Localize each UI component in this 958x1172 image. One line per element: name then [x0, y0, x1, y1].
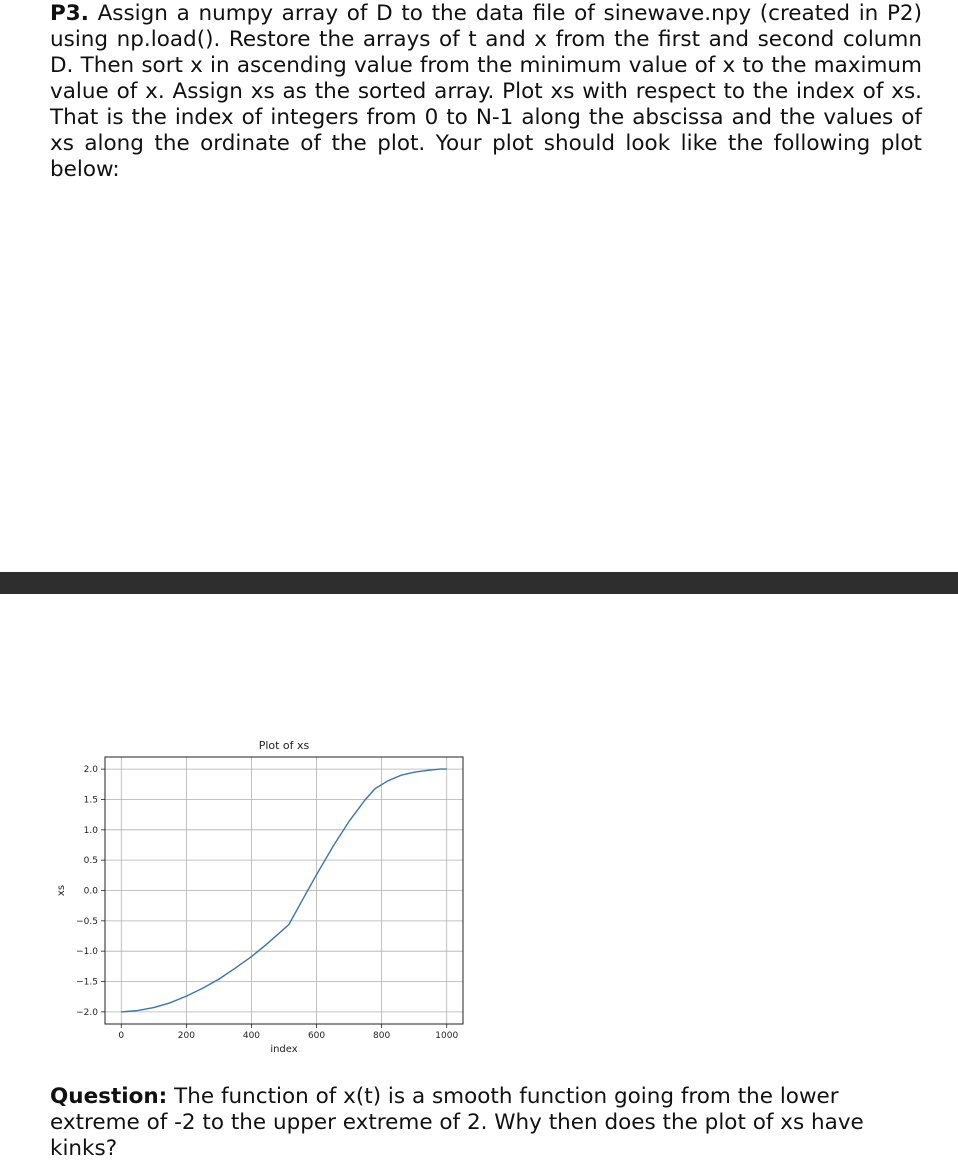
y-tick-label: 0.0	[83, 886, 98, 897]
x-tick-label: 600	[307, 1031, 326, 1041]
question-label: Question:	[50, 1084, 168, 1109]
xs-line-chart	[50, 730, 480, 1060]
y-tick-label: 1.0	[83, 825, 98, 836]
x-tick-label: 800	[373, 1031, 391, 1041]
y-tick-label: 1.5	[83, 795, 98, 806]
divider-bar	[0, 572, 958, 594]
x-tick-label: 1000	[435, 1031, 459, 1041]
y-tick-label: −2.0	[76, 1007, 98, 1018]
chart-ticks	[76, 765, 458, 1041]
problem-label: P3.	[50, 1, 89, 26]
y-tick-label: 2.0	[83, 765, 98, 776]
x-tick-label: 200	[177, 1031, 195, 1041]
chart-svg	[50, 730, 480, 1060]
y-tick-label: 0.5	[83, 856, 98, 867]
chart-title: Plot of xs	[258, 739, 310, 752]
x-axis-label: index	[270, 1044, 298, 1055]
question-text: The function of x(t) is a smooth function going from the lower extreme of -2 to the upper extreme of 2. Why then does the plot of xs have kinks?	[50, 1084, 864, 1161]
x-tick-label: 0	[118, 1031, 125, 1041]
y-tick-label: −1.5	[76, 977, 98, 988]
x-tick-label: 400	[242, 1031, 261, 1041]
y-axis-label: xs	[56, 884, 67, 897]
y-tick-label: −1.0	[76, 947, 98, 958]
chart-grid	[105, 757, 463, 1024]
problem-text: Assign a numpy array of D to the data file of sinewave.npy (created in P2) using np.load(). Restore the arrays of t and x from the first and second column D. Then sort x in ascending value from the minimum value of x to the maximum value of x. Assign xs as the sorted array. Plot xs with respect to the index of xs. That is the index of integers from 0 to N-1 along the abscissa and the values of xs along the ordinate of the plot. Your plot should look like the following plot below:	[50, 1, 922, 182]
problem-statement	[50, 1, 922, 183]
y-tick-label: −0.5	[76, 916, 98, 927]
question-text-block	[50, 1084, 930, 1162]
